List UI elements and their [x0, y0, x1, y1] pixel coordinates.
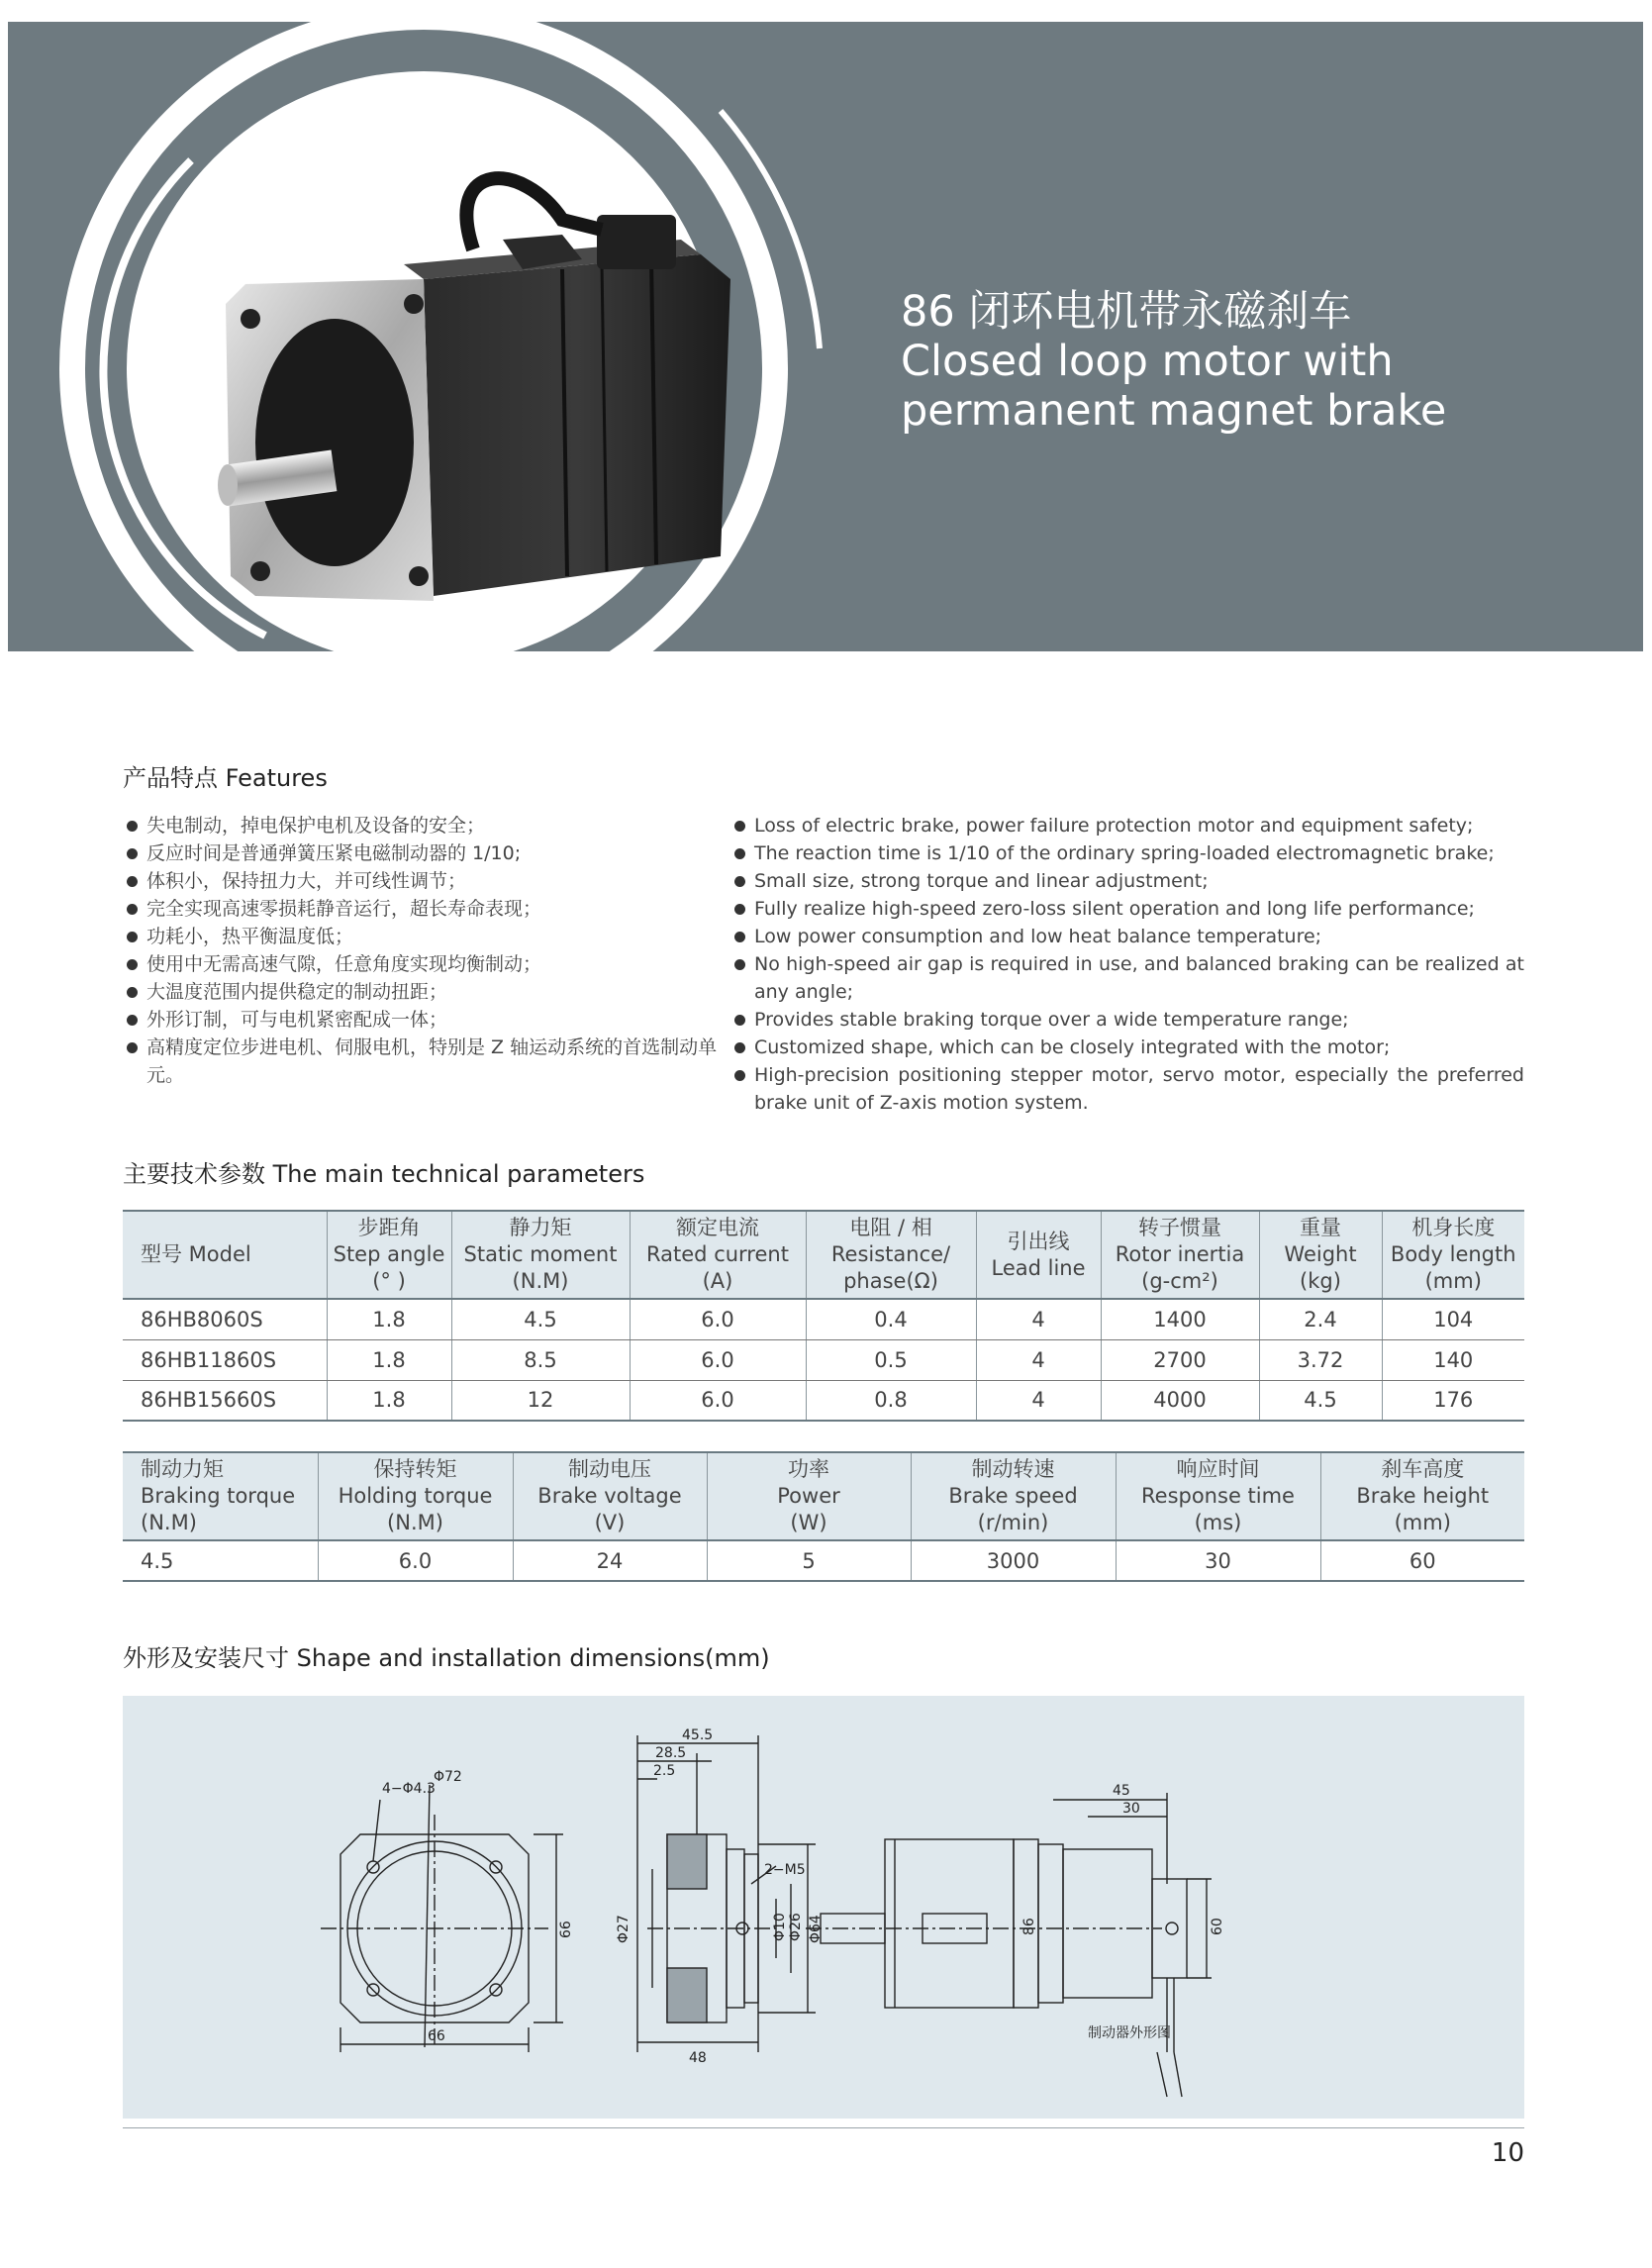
params-table	[123, 1210, 1524, 1422]
params-heading: 主要技术参数 The main technical parameters	[123, 1160, 645, 1188]
cell: 3.72	[1259, 1339, 1382, 1380]
cell: 4	[976, 1339, 1101, 1380]
col-static-moment: 静力矩 Static moment (N.M)	[451, 1211, 630, 1299]
cell: 12	[451, 1380, 630, 1421]
cell: 8.5	[451, 1339, 630, 1380]
cell: 4000	[1101, 1380, 1259, 1421]
feature-cn-item: 外形订制，可与电机紧密配成一体；	[125, 1006, 719, 1034]
dim-screw: 2−M5	[764, 1862, 806, 1878]
dim-pcd: Φ72	[434, 1769, 462, 1785]
feature-cn-item: 大温度范围内提供稳定的制动扭距；	[125, 978, 719, 1006]
dim-phi64: Φ64	[808, 1915, 824, 1943]
cell: 6.0	[318, 1540, 513, 1581]
cell: 1.8	[327, 1339, 451, 1380]
dim-holes: 4−Φ4.3	[382, 1781, 436, 1797]
cell: 4	[976, 1380, 1101, 1421]
dim-front-width: 66	[428, 2028, 445, 2044]
dimensions-heading: 外形及安装尺寸 Shape and installation dimensions(mm)	[123, 1644, 770, 1672]
cell: 1.8	[327, 1299, 451, 1339]
col-rated-current: 额定电流 Rated current (A)	[630, 1211, 806, 1299]
motor-flange	[226, 279, 434, 601]
cell: 86HB11860S	[123, 1339, 327, 1380]
col-brake-speed: 制动转速 Brake speed (r/min)	[911, 1452, 1116, 1540]
cell: 60	[1320, 1540, 1524, 1581]
feature-en-item: Low power consumption and low heat balance temperature;	[732, 923, 1524, 950]
dim-45: 45	[1113, 1783, 1130, 1799]
connector	[597, 215, 676, 269]
table-row	[123, 1299, 1524, 1339]
dim-phi10: Φ10	[772, 1913, 788, 1941]
features-list-cn	[125, 812, 719, 1089]
col-braking-torque: 制动力矩 Braking torque (N.M)	[123, 1452, 318, 1540]
cell: 2700	[1101, 1339, 1259, 1380]
cell: 5	[707, 1540, 911, 1581]
brake-header-row	[123, 1452, 1524, 1540]
cell: 176	[1382, 1380, 1524, 1421]
col-body-length: 机身长度 Body length (mm)	[1382, 1211, 1524, 1299]
table-row	[123, 1380, 1524, 1421]
cell: 4.5	[451, 1299, 630, 1339]
col-step-angle: 步距角 Step angle (° )	[327, 1211, 451, 1299]
col-brake-height: 刹车高度 Brake height (mm)	[1320, 1452, 1524, 1540]
title-en-line2: permanent magnet brake	[901, 386, 1447, 436]
feature-en-item: No high-speed air gap is required in use, and balanced braking can be realized at any angle;	[732, 950, 1524, 1006]
section-view	[637, 1735, 816, 2052]
dim-phi27: Φ27	[616, 1915, 632, 1943]
dim-86: 86	[1021, 1918, 1037, 1935]
col-power: 功率 Power (W)	[707, 1452, 911, 1540]
title-en-line1: Closed loop motor with	[901, 337, 1394, 386]
front-view	[321, 1785, 563, 2052]
dim-30: 30	[1122, 1801, 1140, 1817]
cell: 6.0	[630, 1299, 806, 1339]
dim-2-5: 2.5	[653, 1763, 676, 1779]
cell: 6.0	[630, 1339, 806, 1380]
feature-en-item: Fully realize high-speed zero-loss silent operation and long life performance;	[732, 895, 1524, 923]
col-response-time: 响应时间 Response time (ms)	[1116, 1452, 1320, 1540]
cell: 6.0	[630, 1380, 806, 1421]
cell: 24	[513, 1540, 707, 1581]
feature-en-item: The reaction time is 1/10 of the ordinary spring-loaded electromagnetic brake;	[732, 839, 1524, 867]
footer-divider	[123, 2127, 1524, 2128]
cell: 1.8	[327, 1380, 451, 1421]
feature-en-item: Loss of electric brake, power failure protection motor and equipment safety;	[732, 812, 1524, 839]
dim-front-height: 66	[558, 1921, 574, 1938]
cell: 140	[1382, 1339, 1524, 1380]
col-lead-line: 引出线 Lead line	[976, 1211, 1101, 1299]
technical-drawing	[123, 1696, 1524, 2119]
cell: 0.4	[806, 1299, 976, 1339]
feature-cn-item: 体积小，保持扭力大，并可线性调节；	[125, 867, 719, 895]
feature-cn-item: 完全实现高速零损耗静音运行，超长寿命表现；	[125, 895, 719, 923]
col-weight: 重量 Weight (kg)	[1259, 1211, 1382, 1299]
params-header-row	[123, 1211, 1524, 1299]
side-view	[806, 1793, 1212, 2097]
feature-en-item: High-precision positioning stepper motor, servo motor, especially the preferred brake unit of Z-axis motion system.	[732, 1061, 1524, 1117]
page-number: 10	[1491, 2138, 1524, 2168]
dim-phi26: Φ26	[788, 1913, 804, 1941]
dimension-drawing	[123, 1696, 1524, 2119]
cell: 30	[1116, 1540, 1320, 1581]
cell: 0.8	[806, 1380, 976, 1421]
feature-cn-item: 高精度定位步进电机、伺服电机，特别是 Z 轴运动系统的首选制动单元。	[125, 1034, 719, 1089]
feature-en-item: Small size, strong torque and linear adjustment;	[732, 867, 1524, 895]
cell: 104	[1382, 1299, 1524, 1339]
cell: 2.4	[1259, 1299, 1382, 1339]
dim-60: 60	[1210, 1918, 1225, 1935]
cell: 86HB15660S	[123, 1380, 327, 1421]
brake-caption: 制动器外形图	[1088, 2025, 1171, 2041]
table-row	[123, 1540, 1524, 1581]
col-rotor-inertia: 转子惯量 Rotor inertia (g-cm²)	[1101, 1211, 1259, 1299]
hero-banner	[8, 22, 1643, 651]
dim-45-5: 45.5	[682, 1727, 714, 1743]
col-model: 型号 Model	[123, 1211, 327, 1299]
dim-48: 48	[689, 2050, 707, 2066]
cell: 1400	[1101, 1299, 1259, 1339]
dim-28-5: 28.5	[655, 1745, 687, 1761]
cell: 86HB8060S	[123, 1299, 327, 1339]
title-cn: 86 闭环电机带永磁刹车	[901, 287, 1352, 337]
hero-title	[901, 287, 1446, 436]
col-brake-voltage: 制动电压 Brake voltage (V)	[513, 1452, 707, 1540]
feature-cn-item: 使用中无需高速气隙，任意角度实现均衡制动；	[125, 950, 719, 978]
features-list-en	[732, 812, 1524, 1117]
cell: 4.5	[1259, 1380, 1382, 1421]
brake-table	[123, 1451, 1524, 1582]
table-row	[123, 1339, 1524, 1380]
feature-cn-item: 反应时间是普通弹簧压紧电磁制动器的 1/10;	[125, 839, 719, 867]
features-heading: 产品特点 Features	[123, 764, 328, 792]
feature-cn-item: 失电制动，掉电保护电机及设备的安全；	[125, 812, 719, 839]
cell: 4	[976, 1299, 1101, 1339]
col-holding-torque: 保持转矩 Holding torque (N.M)	[318, 1452, 513, 1540]
cell: 4.5	[123, 1540, 318, 1581]
feature-cn-item: 功耗小，热平衡温度低；	[125, 923, 719, 950]
feature-en-item: Provides stable braking torque over a wide temperature range;	[732, 1006, 1524, 1034]
col-resistance: 电阻 / 相 Resistance/ phase(Ω)	[806, 1211, 976, 1299]
cell: 3000	[911, 1540, 1116, 1581]
cell: 0.5	[806, 1339, 976, 1380]
feature-en-item: Customized shape, which can be closely integrated with the motor;	[732, 1034, 1524, 1061]
